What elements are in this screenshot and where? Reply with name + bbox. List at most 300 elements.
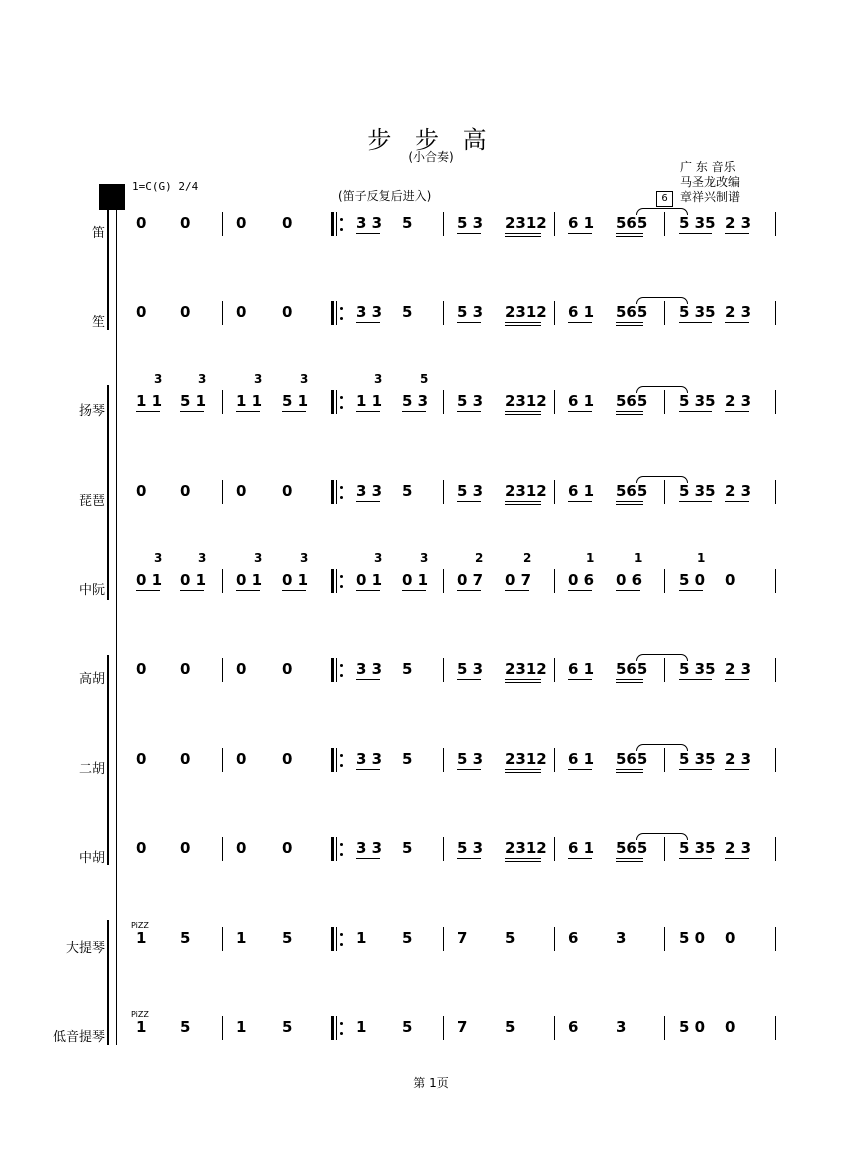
upper-chord-note: 2 [475, 551, 484, 565]
barline [222, 390, 223, 414]
repeat-dot [340, 933, 343, 936]
tie [636, 833, 688, 840]
note-group: 0 6 [568, 571, 595, 589]
beam-line [679, 411, 712, 412]
note-group: 3 3 [356, 839, 383, 857]
beam-line [568, 233, 592, 234]
repeat-barline [331, 480, 334, 504]
entry-instruction: (笛子反复后进入) [338, 189, 432, 203]
beam-line [505, 325, 541, 326]
note-group: 6 1 [568, 839, 595, 857]
note-group: 0 [236, 303, 247, 321]
barline [664, 212, 665, 236]
beam-line [568, 858, 592, 859]
beam-line [356, 501, 380, 502]
note-group: 5 3 [457, 214, 484, 232]
beam-line [457, 858, 481, 859]
note-group: 6 1 [568, 750, 595, 768]
note-group: 0 6 [616, 571, 643, 589]
barline [554, 480, 555, 504]
note-group: 5 35 [679, 392, 716, 410]
beam-line [505, 682, 541, 683]
note-group: 2312 [505, 303, 547, 321]
note-group: 6 1 [568, 392, 595, 410]
upper-chord-note: 3 [198, 372, 207, 386]
rehearsal-mark: 6 [656, 191, 673, 207]
note-group: 5 3 [457, 839, 484, 857]
note-group: 0 [180, 214, 191, 232]
note-group: 2 3 [725, 214, 752, 232]
note-group: 0 1 [180, 571, 207, 589]
barline [664, 837, 665, 861]
beam-line [356, 858, 380, 859]
note-group: 2 3 [725, 660, 752, 678]
note-group: 5 3 [457, 482, 484, 500]
note-group: 5 1 [180, 392, 207, 410]
instrument-label: 中阮 [78, 583, 105, 598]
repeat-dot [340, 674, 343, 677]
barline [775, 927, 776, 951]
barline [336, 658, 337, 682]
beam-line [402, 411, 426, 412]
note-group: 5 [180, 929, 191, 947]
upper-chord-note: 3 [374, 372, 383, 386]
barline [443, 1016, 444, 1040]
barline [336, 748, 337, 772]
barline [775, 658, 776, 682]
beam-line [356, 411, 380, 412]
barline [775, 390, 776, 414]
note-group: 565 [616, 214, 648, 232]
beam-line [505, 501, 541, 502]
page-number: 第 1页 [413, 1076, 449, 1090]
beam-line [725, 501, 749, 502]
barline [222, 212, 223, 236]
note-group: 5 0 [679, 929, 706, 947]
credit-arranger: 马圣龙改编 [680, 175, 741, 189]
barline [336, 480, 337, 504]
note-group: 0 7 [505, 571, 532, 589]
upper-chord-note: 2 [523, 551, 532, 565]
repeat-dot [340, 307, 343, 310]
upper-chord-note: 1 [634, 551, 643, 565]
repeat-barline [331, 748, 334, 772]
repeat-barline [331, 301, 334, 325]
note-group: 2312 [505, 482, 547, 500]
upper-chord-note: 1 [697, 551, 706, 565]
note-group: 2312 [505, 392, 547, 410]
note-group: 0 [282, 482, 293, 500]
note-group: 2312 [505, 839, 547, 857]
barline [443, 212, 444, 236]
beam-line [568, 322, 592, 323]
beam-line [679, 501, 712, 502]
note-group: 5 35 [679, 839, 716, 857]
tie [636, 386, 688, 393]
beam-line [616, 679, 643, 680]
instrument-label: 二胡 [78, 762, 105, 777]
note-group: 3 3 [356, 750, 383, 768]
credit-origin: 广 东 音乐 [680, 160, 736, 174]
note-group: 2312 [505, 660, 547, 678]
beam-line [616, 411, 643, 412]
note-group: 0 [725, 1018, 736, 1036]
tie [636, 654, 688, 661]
barline [222, 301, 223, 325]
barline [554, 1016, 555, 1040]
barline [664, 927, 665, 951]
instrument-label: 笙 [91, 315, 105, 330]
barline [222, 480, 223, 504]
barline [664, 569, 665, 593]
instrument-label: 中胡 [78, 851, 105, 866]
repeat-dot [340, 664, 343, 667]
beam-line [616, 322, 643, 323]
barline [664, 1016, 665, 1040]
upper-chord-note: 3 [254, 551, 263, 565]
barline [222, 748, 223, 772]
note-group: 7 [457, 929, 468, 947]
note-group: 0 [236, 482, 247, 500]
note-group: 5 3 [402, 392, 429, 410]
beam-line [282, 590, 306, 591]
beam-line [725, 769, 749, 770]
beam-line [679, 679, 712, 680]
note-group: 1 1 [236, 392, 263, 410]
beam-line [616, 504, 643, 505]
note-group: 5 0 [679, 1018, 706, 1036]
note-group: 0 [282, 214, 293, 232]
barline [775, 301, 776, 325]
beam-line [616, 858, 643, 859]
beam-line [180, 411, 204, 412]
note-group: 5 [402, 660, 413, 678]
instrument-label: 低音提琴 [52, 1030, 105, 1045]
upper-chord-note: 3 [154, 551, 163, 565]
barline [664, 390, 665, 414]
group-bracket [107, 920, 109, 1045]
beam-line [505, 414, 541, 415]
note-group: 5 35 [679, 303, 716, 321]
beam-line [505, 769, 541, 770]
beam-line [568, 590, 592, 591]
barline [775, 569, 776, 593]
barline [336, 1016, 337, 1040]
note-group: 0 1 [356, 571, 383, 589]
beam-line [568, 501, 592, 502]
system-line [116, 205, 117, 1045]
note-group: 0 [136, 303, 147, 321]
note-group: 1 [136, 1018, 147, 1036]
barline [336, 927, 337, 951]
repeat-barline [331, 837, 334, 861]
note-group: 0 1 [236, 571, 263, 589]
beam-line [616, 861, 643, 862]
tie [636, 476, 688, 483]
beam-line [505, 322, 541, 323]
beam-line [505, 772, 541, 773]
note-group: 3 3 [356, 303, 383, 321]
beam-line [616, 769, 643, 770]
note-group: 0 [236, 660, 247, 678]
note-group: 2312 [505, 214, 547, 232]
repeat-dot [340, 575, 343, 578]
note-group: 5 [402, 750, 413, 768]
note-group: 6 [568, 929, 579, 947]
note-group: 5 [505, 1018, 516, 1036]
beam-line [679, 769, 712, 770]
instrument-label: 高胡 [78, 672, 105, 687]
barline [443, 748, 444, 772]
barline [664, 748, 665, 772]
note-group: 5 [180, 1018, 191, 1036]
note-group: 7 [457, 1018, 468, 1036]
note-group: 5 1 [282, 392, 309, 410]
upper-chord-note: 5 [420, 372, 429, 386]
note-group: 5 [402, 303, 413, 321]
beam-line [725, 411, 749, 412]
beam-line [725, 322, 749, 323]
note-group: 1 1 [136, 392, 163, 410]
beam-line [457, 322, 481, 323]
note-group: 2312 [505, 750, 547, 768]
note-group: 3 [616, 929, 627, 947]
beam-line [616, 590, 640, 591]
beam-line [457, 501, 481, 502]
barline [775, 1016, 776, 1040]
barline [336, 837, 337, 861]
note-group: 5 [402, 482, 413, 500]
beam-line [568, 769, 592, 770]
upper-chord-note: 3 [300, 551, 309, 565]
tie [636, 208, 688, 215]
repeat-dot [340, 764, 343, 767]
beam-line [236, 411, 260, 412]
beam-line [356, 679, 380, 680]
barline [222, 927, 223, 951]
beam-line [568, 411, 592, 412]
key-signature: 1=C(G) 2/4 [132, 180, 199, 193]
repeat-barline [331, 569, 334, 593]
note-group: 0 1 [136, 571, 163, 589]
note-group: 6 1 [568, 303, 595, 321]
barline [443, 569, 444, 593]
beam-line [457, 590, 481, 591]
barline [664, 301, 665, 325]
barline [336, 569, 337, 593]
barline [554, 927, 555, 951]
barline [336, 301, 337, 325]
repeat-dot [340, 1032, 343, 1035]
beam-line [136, 590, 160, 591]
note-group: 565 [616, 482, 648, 500]
beam-line [679, 858, 712, 859]
barline [443, 658, 444, 682]
repeat-barline [331, 212, 334, 236]
note-group: 5 3 [457, 660, 484, 678]
beam-line [725, 858, 749, 859]
repeat-dot [340, 943, 343, 946]
note-group: 0 [180, 750, 191, 768]
note-group: 0 [236, 839, 247, 857]
beam-line [505, 590, 529, 591]
beam-line [616, 772, 643, 773]
note-group: 0 [725, 929, 736, 947]
beam-line [505, 236, 541, 237]
instrument-label: 大提琴 [65, 941, 105, 956]
beam-line [457, 769, 481, 770]
note-group: 0 [180, 839, 191, 857]
beam-line [616, 325, 643, 326]
barline [554, 748, 555, 772]
beam-line [505, 504, 541, 505]
note-group: 0 [180, 482, 191, 500]
beam-line [136, 411, 160, 412]
repeat-barline [331, 1016, 334, 1040]
note-group: 3 3 [356, 660, 383, 678]
beam-line [402, 590, 426, 591]
repeat-dot [340, 754, 343, 757]
repeat-dot [340, 486, 343, 489]
barline [222, 569, 223, 593]
repeat-dot [340, 218, 343, 221]
repeat-dot [340, 406, 343, 409]
repeat-dot [340, 228, 343, 231]
barline [443, 837, 444, 861]
pizz-marking: PiZZ [131, 921, 149, 930]
note-group: 565 [616, 392, 648, 410]
note-group: 6 1 [568, 482, 595, 500]
note-group: 6 1 [568, 214, 595, 232]
note-group: 0 [282, 303, 293, 321]
marker-box [99, 184, 125, 210]
upper-chord-note: 3 [300, 372, 309, 386]
note-group: 5 [402, 1018, 413, 1036]
note-group: 1 [236, 929, 247, 947]
note-group: 5 [505, 929, 516, 947]
barline [336, 390, 337, 414]
barline [554, 569, 555, 593]
barline [554, 390, 555, 414]
instrument-label: 琵琶 [78, 494, 105, 509]
beam-line [457, 411, 481, 412]
repeat-barline [331, 390, 334, 414]
note-group: 1 [356, 1018, 367, 1036]
repeat-dot [340, 585, 343, 588]
note-group: 0 [180, 660, 191, 678]
note-group: 2 3 [725, 750, 752, 768]
barline [775, 837, 776, 861]
repeat-dot [340, 396, 343, 399]
note-group: 0 [180, 303, 191, 321]
note-group: 6 1 [568, 660, 595, 678]
barline [222, 658, 223, 682]
note-group: 0 [236, 750, 247, 768]
note-group: 0 [136, 214, 147, 232]
note-group: 1 [236, 1018, 247, 1036]
barline [775, 212, 776, 236]
credit-engraver: 章祥兴制谱 [680, 190, 741, 204]
repeat-dot [340, 496, 343, 499]
note-group: 565 [616, 660, 648, 678]
barline [664, 658, 665, 682]
note-group: 2 3 [725, 482, 752, 500]
beam-line [457, 679, 481, 680]
note-group: 2 3 [725, 303, 752, 321]
barline [554, 837, 555, 861]
beam-line [356, 590, 380, 591]
beam-line [616, 501, 643, 502]
barline [775, 748, 776, 772]
instrument-label: 笛 [91, 226, 105, 241]
upper-chord-note: 3 [198, 551, 207, 565]
note-group: 0 [136, 660, 147, 678]
beam-line [505, 411, 541, 412]
note-group: 5 [282, 1018, 293, 1036]
beam-line [616, 682, 643, 683]
barline [336, 212, 337, 236]
beam-line [505, 858, 541, 859]
score-title: 步 步 高 [367, 126, 495, 154]
note-group: 1 [136, 929, 147, 947]
note-group: 5 [282, 929, 293, 947]
beam-line [356, 322, 380, 323]
barline [222, 837, 223, 861]
note-group: 2 3 [725, 839, 752, 857]
note-group: 5 [402, 839, 413, 857]
upper-chord-note: 1 [586, 551, 595, 565]
barline [222, 1016, 223, 1040]
note-group: 0 1 [282, 571, 309, 589]
repeat-barline [331, 658, 334, 682]
beam-line [505, 679, 541, 680]
score-subtitle: (小合奏) [408, 150, 454, 164]
note-group: 565 [616, 750, 648, 768]
note-group: 6 [568, 1018, 579, 1036]
note-group: 1 [356, 929, 367, 947]
repeat-barline [331, 927, 334, 951]
beam-line [356, 769, 380, 770]
note-group: 3 3 [356, 214, 383, 232]
beam-line [725, 679, 749, 680]
group-bracket [107, 385, 109, 600]
note-group: 0 [136, 839, 147, 857]
repeat-dot [340, 843, 343, 846]
note-group: 2 3 [725, 392, 752, 410]
note-group: 0 7 [457, 571, 484, 589]
tie [636, 297, 688, 304]
barline [443, 480, 444, 504]
beam-line [616, 233, 643, 234]
note-group: 5 3 [457, 303, 484, 321]
repeat-dot [340, 853, 343, 856]
note-group: 5 35 [679, 482, 716, 500]
note-group: 565 [616, 839, 648, 857]
pizz-marking: PiZZ [131, 1010, 149, 1019]
upper-chord-note: 3 [154, 372, 163, 386]
beam-line [679, 590, 703, 591]
note-group: 0 [725, 571, 736, 589]
upper-chord-note: 3 [254, 372, 263, 386]
note-group: 5 35 [679, 660, 716, 678]
upper-chord-note: 3 [374, 551, 383, 565]
beam-line [180, 590, 204, 591]
note-group: 5 0 [679, 571, 706, 589]
beam-line [616, 236, 643, 237]
note-group: 0 [282, 750, 293, 768]
barline [775, 480, 776, 504]
beam-line [725, 233, 749, 234]
